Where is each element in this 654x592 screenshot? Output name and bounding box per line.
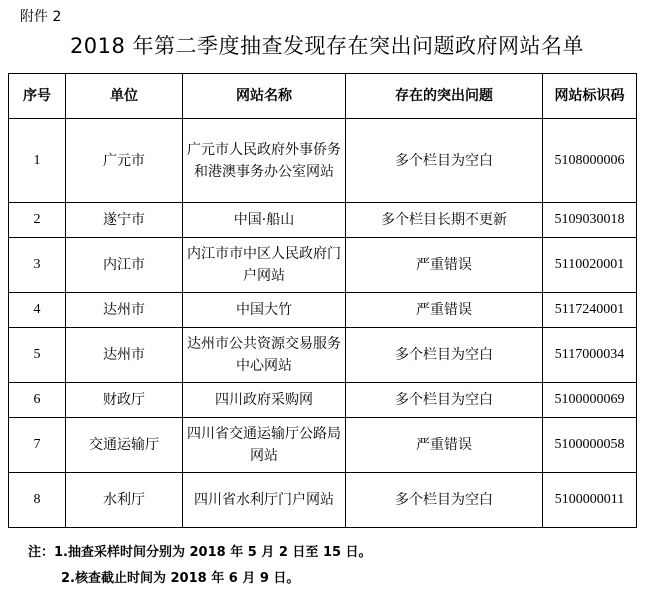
row-site-name: 四川省交通运输厅公路局网站 bbox=[183, 418, 346, 473]
row-site-code: 5100000069 bbox=[543, 383, 637, 418]
header-issue: 存在的突出问题 bbox=[346, 74, 543, 119]
row-issue: 多个栏目为空白 bbox=[346, 328, 543, 383]
row-site-code: 5117240001 bbox=[543, 293, 637, 328]
table-row bbox=[9, 383, 637, 418]
row-issue: 多个栏目为空白 bbox=[346, 383, 543, 418]
row-site-code: 5100000011 bbox=[543, 473, 637, 528]
row-site-name: 广元市人民政府外事侨务和港澳事务办公室网站 bbox=[183, 119, 346, 203]
row-unit: 达州市 bbox=[66, 328, 183, 383]
table-row bbox=[9, 238, 637, 293]
row-site-name: 中国·船山 bbox=[183, 203, 346, 238]
header-unit: 单位 bbox=[66, 74, 183, 119]
footnote-2: 2.核查截止时间为 2018 年 6 月 9 日。 bbox=[61, 571, 300, 586]
attachment-label: 附件 2 bbox=[20, 9, 62, 25]
row-issue: 严重错误 bbox=[346, 293, 543, 328]
footnotes bbox=[28, 540, 372, 592]
row-unit: 广元市 bbox=[66, 119, 183, 203]
row-site-code: 5117000034 bbox=[543, 328, 637, 383]
row-no: 4 bbox=[9, 293, 66, 328]
row-site-name: 四川政府采购网 bbox=[183, 383, 346, 418]
row-issue: 多个栏目长期不更新 bbox=[346, 203, 543, 238]
row-no: 7 bbox=[9, 418, 66, 473]
row-issue: 严重错误 bbox=[346, 418, 543, 473]
table-header-row bbox=[9, 74, 637, 119]
row-unit: 遂宁市 bbox=[66, 203, 183, 238]
row-site-name: 中国大竹 bbox=[183, 293, 346, 328]
row-unit: 财政厅 bbox=[66, 383, 183, 418]
row-no: 6 bbox=[9, 383, 66, 418]
row-site-code: 5110020001 bbox=[543, 238, 637, 293]
row-no: 3 bbox=[9, 238, 66, 293]
row-no: 2 bbox=[9, 203, 66, 238]
table-row bbox=[9, 473, 637, 528]
header-site-code: 网站标识码 bbox=[543, 74, 637, 119]
table-row bbox=[9, 119, 637, 203]
footnote-1: 注：1.抽查采样时间分别为 2018 年 5 月 2 日至 15 日。 bbox=[28, 545, 372, 560]
row-issue: 多个栏目为空白 bbox=[346, 119, 543, 203]
table-row bbox=[9, 328, 637, 383]
header-site-name: 网站名称 bbox=[183, 74, 346, 119]
row-site-code: 5108000006 bbox=[543, 119, 637, 203]
row-issue: 严重错误 bbox=[346, 238, 543, 293]
table-row bbox=[9, 293, 637, 328]
row-unit: 内江市 bbox=[66, 238, 183, 293]
table-row bbox=[9, 203, 637, 238]
row-site-name: 内江市市中区人民政府门户网站 bbox=[183, 238, 346, 293]
row-issue: 多个栏目为空白 bbox=[346, 473, 543, 528]
row-unit: 达州市 bbox=[66, 293, 183, 328]
row-site-code: 5109030018 bbox=[543, 203, 637, 238]
row-site-name: 四川省水利厅门户网站 bbox=[183, 473, 346, 528]
page-title: 2018 年第二季度抽查发现存在突出问题政府网站名单 bbox=[69, 34, 585, 58]
row-unit: 水利厅 bbox=[66, 473, 183, 528]
header-no: 序号 bbox=[9, 74, 66, 119]
table-row bbox=[9, 418, 637, 473]
website-list-table bbox=[8, 73, 637, 528]
row-site-code: 5100000058 bbox=[543, 418, 637, 473]
row-unit: 交通运输厅 bbox=[66, 418, 183, 473]
row-no: 1 bbox=[9, 119, 66, 203]
row-no: 8 bbox=[9, 473, 66, 528]
row-no: 5 bbox=[9, 328, 66, 383]
row-site-name: 达州市公共资源交易服务中心网站 bbox=[183, 328, 346, 383]
